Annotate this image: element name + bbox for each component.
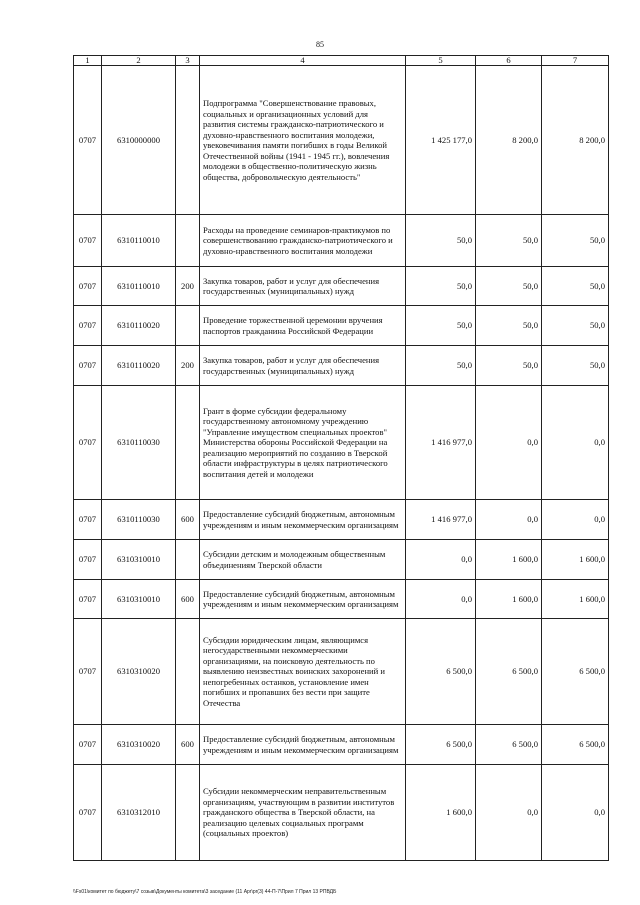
amount-col7-cell: 50,0 <box>542 215 609 267</box>
amount-col6-cell: 50,0 <box>476 346 542 386</box>
section-code-cell: 0707 <box>74 765 102 861</box>
amount-col5-cell: 1 416 977,0 <box>406 500 476 540</box>
column-header: 5 <box>406 56 476 66</box>
amount-col6-cell: 50,0 <box>476 306 542 346</box>
table-row <box>74 346 609 386</box>
item-name-cell: Предоставление субсидий бюджетным, автономным учреждениям и иным некоммерческим организациям <box>200 580 406 619</box>
amount-col5-cell: 50,0 <box>406 306 476 346</box>
column-header: 1 <box>74 56 102 66</box>
amount-col7-cell: 1 600,0 <box>542 540 609 580</box>
target-code-cell: 6310110010 <box>102 267 176 306</box>
section-code-cell: 0707 <box>74 725 102 765</box>
amount-col5-cell: 50,0 <box>406 215 476 267</box>
item-name-cell: Субсидии юридическим лицам, являющимся негосударственными некоммерческими организациями, на поисковую деятельность по выявлению неизвестных воинских захоронений и непогребенных останков, установление имен погибших и пропавших без вести при защите Отечества <box>200 619 406 725</box>
section-code-cell: 0707 <box>74 267 102 306</box>
amount-col5-cell: 0,0 <box>406 540 476 580</box>
amount-col7-cell: 0,0 <box>542 765 609 861</box>
table-row <box>74 540 609 580</box>
expense-type-cell <box>176 306 200 346</box>
table-row <box>74 765 609 861</box>
amount-col6-cell: 1 600,0 <box>476 580 542 619</box>
expense-type-cell: 600 <box>176 725 200 765</box>
expense-type-cell: 200 <box>176 346 200 386</box>
table-row <box>74 215 609 267</box>
section-code-cell: 0707 <box>74 540 102 580</box>
section-code-cell: 0707 <box>74 306 102 346</box>
target-code-cell: 6310310010 <box>102 580 176 619</box>
target-code-cell: 6310110030 <box>102 500 176 540</box>
amount-col6-cell: 50,0 <box>476 267 542 306</box>
table-row <box>74 580 609 619</box>
target-code-cell: 6310000000 <box>102 66 176 215</box>
section-code-cell: 0707 <box>74 215 102 267</box>
expense-type-cell <box>176 215 200 267</box>
amount-col6-cell: 6 500,0 <box>476 619 542 725</box>
footer-file-path: \\Fs01\комитет по бюджету\7 созыв\Документы комитета\3 заседание (11 Apr\pr(3) 44-П-7\Прил 7 Прил 13 РПВДБ <box>73 889 337 895</box>
section-code-cell: 0707 <box>74 619 102 725</box>
amount-col6-cell: 50,0 <box>476 215 542 267</box>
expense-type-cell <box>176 765 200 861</box>
item-name-cell: Грант в форме субсидии федеральному государственному автономному учреждению "Управление имуществом специальных проектов" Министерства обороны Российской Федерации на реализацию мероприятий по созданию в Тверской области инфраструктуры в целях патриотического воспитания детей и молодежи <box>200 386 406 500</box>
item-name-cell: Закупка товаров, работ и услуг для обеспечения государственных (муниципальных) нужд <box>200 267 406 306</box>
column-header: 6 <box>476 56 542 66</box>
expense-type-cell: 600 <box>176 580 200 619</box>
amount-col7-cell: 6 500,0 <box>542 725 609 765</box>
amount-col6-cell: 8 200,0 <box>476 66 542 215</box>
target-code-cell: 6310310020 <box>102 725 176 765</box>
amount-col5-cell: 1 416 977,0 <box>406 386 476 500</box>
target-code-cell: 6310310020 <box>102 619 176 725</box>
amount-col7-cell: 0,0 <box>542 500 609 540</box>
table-row <box>74 66 609 215</box>
item-name-cell: Закупка товаров, работ и услуг для обеспечения государственных (муниципальных) нужд <box>200 346 406 386</box>
column-header: 7 <box>542 56 609 66</box>
column-header: 3 <box>176 56 200 66</box>
expense-type-cell <box>176 540 200 580</box>
amount-col6-cell: 1 600,0 <box>476 540 542 580</box>
table-row <box>74 500 609 540</box>
amount-col5-cell: 6 500,0 <box>406 619 476 725</box>
amount-col7-cell: 0,0 <box>542 386 609 500</box>
target-code-cell: 6310110020 <box>102 346 176 386</box>
amount-col5-cell: 1 425 177,0 <box>406 66 476 215</box>
expense-type-cell <box>176 66 200 215</box>
table-row <box>74 619 609 725</box>
amount-col5-cell: 1 600,0 <box>406 765 476 861</box>
target-code-cell: 6310110010 <box>102 215 176 267</box>
amount-col5-cell: 6 500,0 <box>406 725 476 765</box>
amount-col7-cell: 8 200,0 <box>542 66 609 215</box>
table-row <box>74 267 609 306</box>
amount-col7-cell: 6 500,0 <box>542 619 609 725</box>
column-header: 4 <box>200 56 406 66</box>
expense-type-cell: 200 <box>176 267 200 306</box>
target-code-cell: 6310312010 <box>102 765 176 861</box>
expense-type-cell <box>176 619 200 725</box>
page-number: 85 <box>316 40 324 49</box>
item-name-cell: Предоставление субсидий бюджетным, автономным учреждениям и иным некоммерческим организациям <box>200 500 406 540</box>
section-code-cell: 0707 <box>74 66 102 215</box>
amount-col5-cell: 50,0 <box>406 267 476 306</box>
item-name-cell: Субсидии детским и молодежным общественным объединениям Тверской области <box>200 540 406 580</box>
budget-table <box>73 55 609 861</box>
target-code-cell: 6310110020 <box>102 306 176 346</box>
table-row <box>74 725 609 765</box>
item-name-cell: Проведение торжественной церемонии вручения паспортов гражданина Российской Федерации <box>200 306 406 346</box>
amount-col5-cell: 50,0 <box>406 346 476 386</box>
target-code-cell: 6310110030 <box>102 386 176 500</box>
column-header: 2 <box>102 56 176 66</box>
amount-col7-cell: 50,0 <box>542 267 609 306</box>
amount-col6-cell: 0,0 <box>476 765 542 861</box>
amount-col6-cell: 0,0 <box>476 386 542 500</box>
section-code-cell: 0707 <box>74 386 102 500</box>
expense-type-cell: 600 <box>176 500 200 540</box>
column-number-row <box>74 56 609 66</box>
amount-col7-cell: 50,0 <box>542 346 609 386</box>
amount-col7-cell: 50,0 <box>542 306 609 346</box>
section-code-cell: 0707 <box>74 580 102 619</box>
item-name-cell: Субсидии некоммерческим неправительственным организациям, участвующим в развитии институтов гражданского общества в Тверской области, на реализацию целевых социальных программ (социальных проектов) <box>200 765 406 861</box>
amount-col6-cell: 0,0 <box>476 500 542 540</box>
section-code-cell: 0707 <box>74 346 102 386</box>
expense-type-cell <box>176 386 200 500</box>
target-code-cell: 6310310010 <box>102 540 176 580</box>
table-row <box>74 306 609 346</box>
item-name-cell: Расходы на проведение семинаров-практикумов по совершенствованию гражданско-патриотического и духовно-нравственного воспитания молодежи <box>200 215 406 267</box>
table-row <box>74 386 609 500</box>
amount-col7-cell: 1 600,0 <box>542 580 609 619</box>
amount-col6-cell: 6 500,0 <box>476 725 542 765</box>
section-code-cell: 0707 <box>74 500 102 540</box>
amount-col5-cell: 0,0 <box>406 580 476 619</box>
item-name-cell: Подпрограмма "Совершенствование правовых, социальных и организационных условий для развития системы гражданско-патриотического и духовно-нравственного воспитания молодежи, увековечивания памяти погибших в годы Великой Отечественной войны (1941 - 1945 гг.), вовлечения молодежи в общественно-политическую жизнь общества, добровольческую деятельность" <box>200 66 406 215</box>
item-name-cell: Предоставление субсидий бюджетным, автономным учреждениям и иным некоммерческим организациям <box>200 725 406 765</box>
